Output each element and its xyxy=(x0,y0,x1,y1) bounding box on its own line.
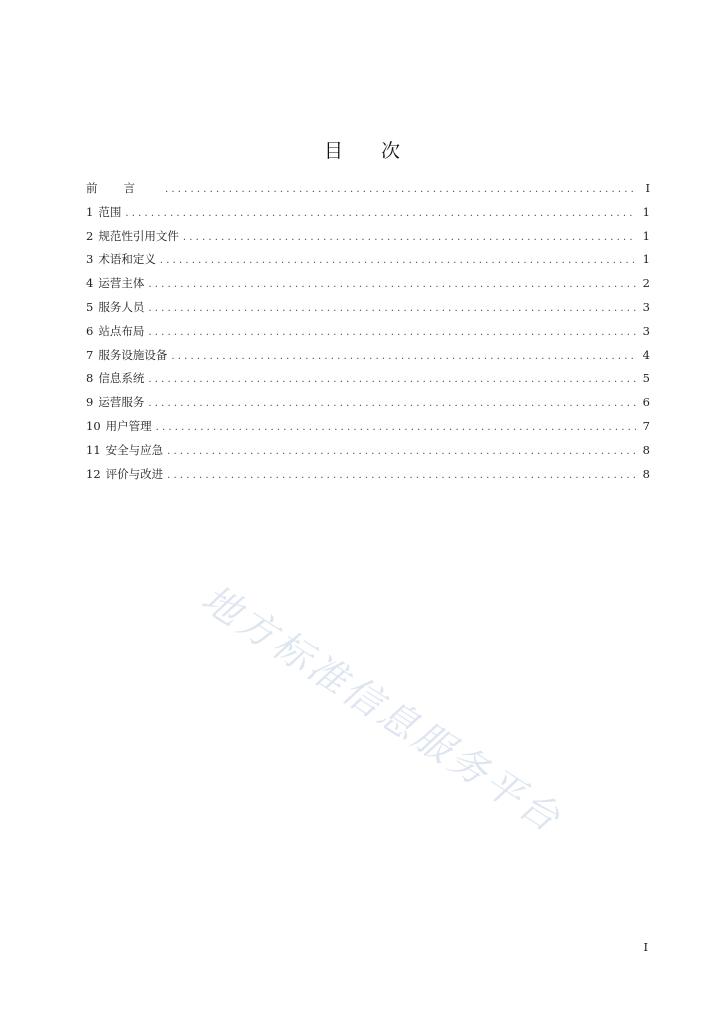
toc-entry-page: I xyxy=(645,181,650,195)
page-title: 目 次 xyxy=(323,140,417,162)
toc-entry-number: 8 xyxy=(86,371,94,386)
toc-leader-dots xyxy=(156,416,636,440)
toc-leader-dots xyxy=(167,440,636,464)
toc-entry-label: 安全与应急 xyxy=(105,442,164,457)
toc-leader-dots xyxy=(165,178,636,202)
toc-entry-label: 前言 xyxy=(86,181,161,195)
toc-entry-page: 6 xyxy=(642,395,650,410)
toc-entry-number: 3 xyxy=(86,252,94,267)
toc-entry-label: 范围 xyxy=(98,204,122,219)
toc-entry-number: 5 xyxy=(86,299,94,314)
page-number: I xyxy=(643,940,648,954)
toc-entry-page: 8 xyxy=(642,466,650,481)
toc-entry-label: 服务设施设备 xyxy=(98,347,168,362)
toc-leader-dots xyxy=(171,345,636,369)
toc-leader-dots xyxy=(148,368,636,392)
toc-entry-number: 12 xyxy=(86,466,101,481)
toc-entry-scope[interactable] xyxy=(86,201,650,225)
toc-leader-dots xyxy=(183,226,636,250)
toc-entry-terms-definitions[interactable] xyxy=(86,248,650,272)
toc-entry-number: 11 xyxy=(86,442,101,457)
toc-entry-label: 运营服务 xyxy=(98,395,145,410)
toc-entry-page: 4 xyxy=(642,347,650,362)
toc-entry-safety-emergency[interactable] xyxy=(86,439,650,463)
toc-leader-dots xyxy=(148,297,636,321)
watermark: 地方标准信息服务平台 xyxy=(193,576,571,842)
toc-entry-service-staff[interactable] xyxy=(86,296,650,320)
toc-leader-dots xyxy=(148,273,636,297)
toc-entry-label: 服务人员 xyxy=(98,299,145,314)
toc-entry-page: 1 xyxy=(642,204,650,219)
toc-entry-page: 3 xyxy=(642,323,650,338)
toc-entry-page: 3 xyxy=(642,299,650,314)
toc-entry-label: 评价与改进 xyxy=(105,466,164,481)
toc-entry-page: 2 xyxy=(642,276,650,291)
toc-entry-number: 4 xyxy=(86,276,94,291)
toc-leader-dots xyxy=(148,392,636,416)
toc-entry-page: 1 xyxy=(642,252,650,267)
toc-entry-service-facilities[interactable] xyxy=(86,344,650,368)
toc-leader-dots xyxy=(160,249,636,273)
toc-entry-number: 2 xyxy=(86,228,94,243)
toc-entry-page: 8 xyxy=(642,442,650,457)
toc-entry-information-system[interactable] xyxy=(86,367,650,391)
toc-entry-label: 运营主体 xyxy=(98,276,145,291)
toc-entry-normative-references[interactable] xyxy=(86,225,650,249)
toc-entry-number: 9 xyxy=(86,395,94,410)
toc-entry-page: 5 xyxy=(642,371,650,386)
toc-entry-operator[interactable] xyxy=(86,272,650,296)
toc-entry-number: 10 xyxy=(86,418,101,433)
toc-entry-user-management[interactable] xyxy=(86,415,650,439)
toc-entry-number: 6 xyxy=(86,323,94,338)
toc-leader-dots xyxy=(125,202,636,226)
toc-entry-evaluation-improvement[interactable] xyxy=(86,463,650,487)
table-of-contents xyxy=(86,177,650,486)
toc-leader-dots xyxy=(148,321,636,345)
toc-entry-label: 规范性引用文件 xyxy=(98,228,179,243)
toc-entry-foreword[interactable] xyxy=(86,177,650,201)
toc-leader-dots xyxy=(167,464,636,488)
toc-entry-operation-service[interactable] xyxy=(86,391,650,415)
toc-entry-number: 7 xyxy=(86,347,94,362)
toc-entry-page: 7 xyxy=(642,418,650,433)
toc-entry-number: 1 xyxy=(86,204,94,219)
toc-entry-label: 站点布局 xyxy=(98,323,145,338)
toc-entry-label: 信息系统 xyxy=(98,371,145,386)
toc-entry-label: 用户管理 xyxy=(105,418,152,433)
toc-entry-page: 1 xyxy=(642,228,650,243)
toc-entry-station-layout[interactable] xyxy=(86,320,650,344)
toc-entry-label: 术语和定义 xyxy=(98,252,156,267)
